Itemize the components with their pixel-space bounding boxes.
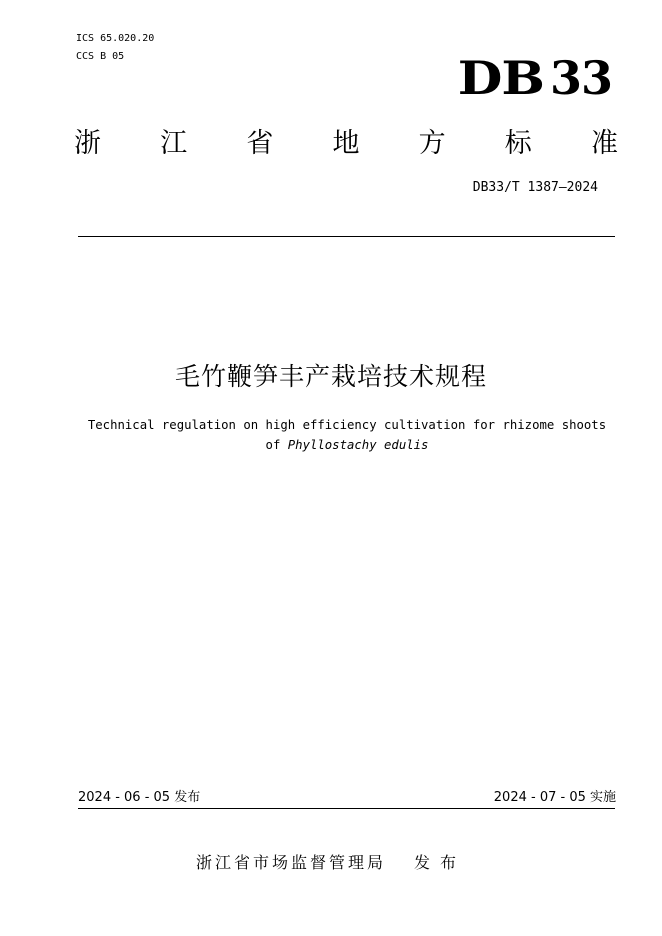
title-english-species: Phyllostachy edulis bbox=[287, 438, 429, 452]
db33-logo bbox=[457, 51, 612, 105]
title-english-line2 bbox=[60, 435, 634, 455]
release-label: 发布 bbox=[414, 853, 467, 872]
ics-code: ICS 65.020.20 bbox=[76, 33, 155, 44]
standard-type-char: 省 bbox=[246, 128, 274, 159]
standard-type-char: 标 bbox=[504, 128, 532, 159]
standard-type-char: 地 bbox=[332, 128, 360, 159]
standard-type-char: 江 bbox=[160, 128, 188, 159]
standard-code: DB33/T 1387—2024 bbox=[472, 180, 598, 195]
logo-digits: 33 bbox=[549, 51, 612, 105]
header-divider bbox=[78, 236, 615, 237]
implement-date: 2024 - 07 - 05 实施 bbox=[493, 790, 616, 805]
ccs-code: CCS B 05 bbox=[76, 51, 125, 62]
standard-type-char: 准 bbox=[590, 128, 618, 159]
standard-type-char: 浙 bbox=[74, 128, 101, 159]
footer-divider bbox=[78, 808, 615, 809]
standard-type-char: 方 bbox=[418, 128, 446, 159]
title-chinese: 毛竹鞭笋丰产栽培技术规程 bbox=[174, 362, 487, 391]
logo-letters: DB bbox=[457, 51, 544, 105]
title-english-line1: Technical regulation on high efficiency cultivation for rhizome shoots bbox=[87, 418, 607, 432]
title-english-prefix: of bbox=[265, 438, 288, 452]
title-english bbox=[60, 415, 634, 455]
issuer-name: 浙江省市场监督管理局 bbox=[195, 853, 386, 872]
publish-date: 2024 - 06 - 05 发布 bbox=[78, 790, 201, 805]
issuer-line bbox=[0, 852, 662, 874]
standard-type-heading bbox=[74, 124, 618, 164]
